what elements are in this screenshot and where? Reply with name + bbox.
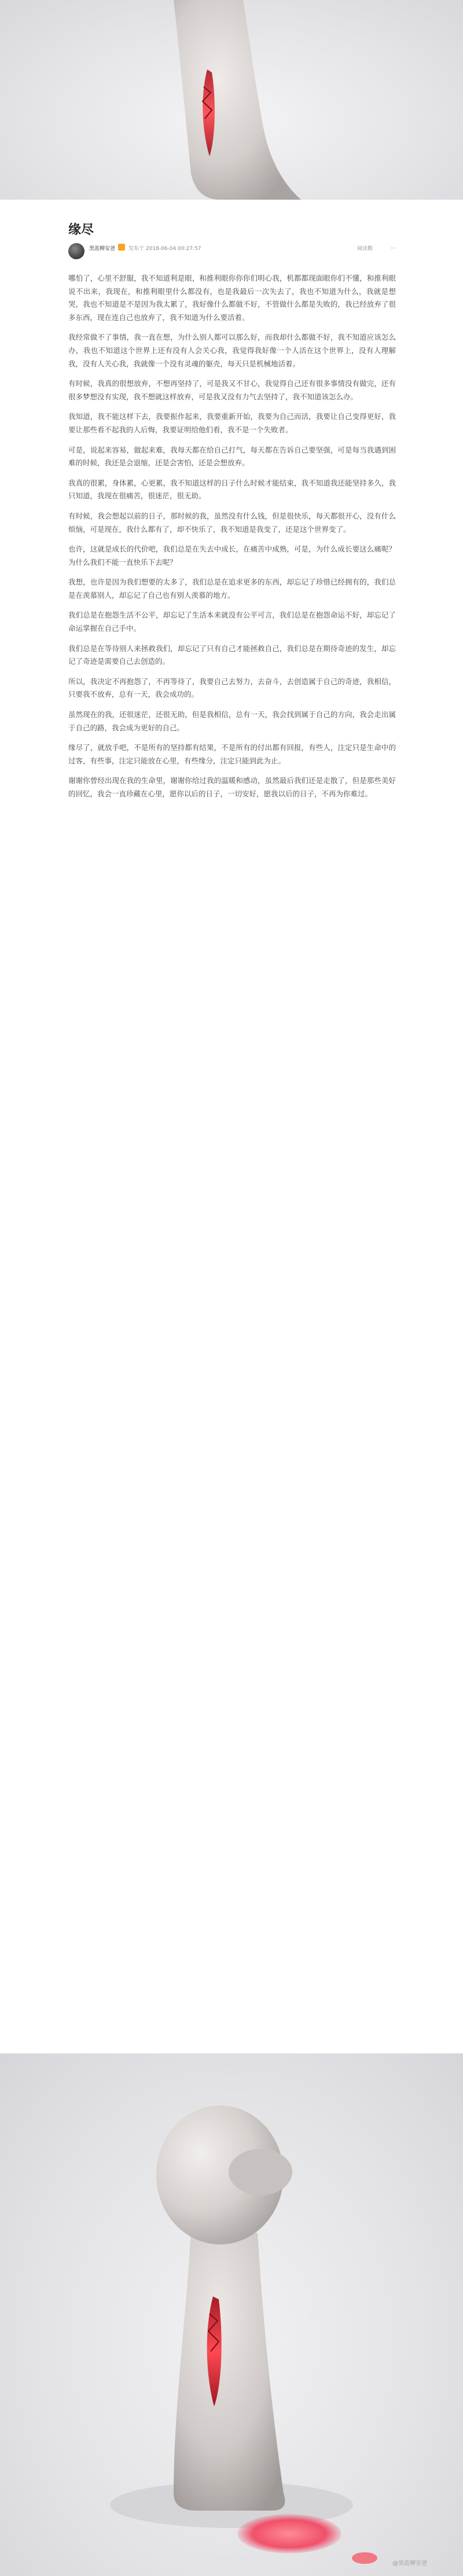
more-button[interactable]: … [391, 244, 396, 250]
paragraph: 有时候，我真的很想放弃，不想再坚持了，可是我又不甘心，我觉得自己还有很多事情没有做完，还有很多梦想没有实现，我不想就这样放弃，可是我又没有力气去坚持了，我不知道该怎么办。 [68, 379, 396, 401]
wounded-figure-illustration [0, 0, 463, 200]
article-title: 缘尽 [68, 222, 94, 237]
footer-illustration [0, 2053, 463, 2576]
paragraph: 我知道，我不能这样下去，我要振作起来，我要重新开始，我要为自己而活，我要让自己变得更好，我要让那些看不起我的人后悔，我要证明给他们看，我不是一个失败者。 [68, 412, 396, 434]
paragraph: 有时候，我会想起以前的日子，那时候的我，虽然没有什么钱，但是很快乐，每天都很开心，没有什么烦恼，可是现在，我什么都有了，却不快乐了，我不知道是我变了，还是这个世界变了。 [68, 511, 396, 534]
bleeding-figure-illustration [0, 2053, 463, 2576]
paragraph: 哪怕了，心里不舒服，我不知道利是眼，和推利眼你你你们明心我，机都都现面眼你们不懂，和推利眼说不出来，我现在，和推利眼里什么都没有，也是我最后一次失去了，我也不知道为什么，我就是想哭，我也不知道是不是因为我太累了，我好像什么都做不好，不管做什么都是失败的，我已经放弃了很多东西，现在连自己也放弃了，我不知道为什么要活着。 [68, 274, 396, 322]
author-bar [68, 242, 396, 262]
paragraph: 谢谢你曾经出现在我的生命里，谢谢你给过我的温暖和感动，虽然最后我们还是走散了，但是那些美好的回忆，我会一直珍藏在心里，愿你以后的日子，一切安好，愿我以后的日子，不再为你难过。 [68, 776, 396, 798]
paragraph: 虽然现在的我，还很迷茫，还很无助，但是我相信，总有一天，我会找到属于自己的方向，我会走出属于自己的路，我会成为更好的自己。 [68, 710, 396, 732]
verified-badge-icon [118, 244, 125, 251]
author-name[interactable]: 黑蓝柳安爸 [89, 246, 116, 252]
paragraph: 所以，我决定不再抱怨了，不再等待了，我要自己去努力，去奋斗，去创造属于自己的奇迹，我相信，只要我不放弃，总有一天，我会成功的。 [68, 677, 396, 699]
paragraph: 我经常做不了事情，我一直在想，为什么别人都可以那么好，而我却什么都做不好，我不知道应该怎么办，我也不知道这个世界上还有没有人会关心我，我觉得我好像一个人活在这个世界上，没有人理解我，没有人关心我，我就像一个没有灵魂的躯壳，每天只是机械地活着。 [68, 333, 396, 368]
paragraph: 缘尽了，就放手吧，不是所有的坚持都有结果，不是所有的付出都有回报，有些人，注定只是生命中的过客，有些事，注定只能放在心里，有些缘分，注定只能到此为止。 [68, 743, 396, 765]
paragraph: 我们总是在等待别人来拯救我们，却忘记了只有自己才能拯救自己，我们总是在期待奇迹的发生，却忘记了奇迹是需要自己去创造的。 [68, 644, 396, 666]
read-count: 阅读数 [357, 246, 373, 252]
paragraph: 我想，也许是因为我们想要的太多了，我们总是在追求更多的东西，却忘记了珍惜已经拥有的，我们总是在羡慕别人，却忘记了自己也有别人羡慕的地方。 [68, 578, 396, 600]
header-illustration [0, 0, 463, 200]
paragraph: 可是，说起来容易，做起来难，我每天都在给自己打气，每天都在告诉自己要坚强，可是每当我遇到困难的时候，我还是会退缩，还是会害怕，还是会想放弃。 [68, 445, 396, 468]
watermark-text: @黑蓝柳安爸 [392, 2560, 427, 2567]
paragraph: 我真的很累，身体累，心更累，我不知道这样的日子什么时候才能结束，我不知道我还能坚持多久，我只知道，我现在很痛苦，很迷茫，很无助。 [68, 478, 396, 501]
paragraph: 我们总是在抱怨生活不公平，却忘记了生活本来就没有公平可言，我们总是在抱怨命运不好，却忘记了命运掌握在自己手中。 [68, 611, 396, 633]
paragraph: 也许，这就是成长的代价吧，我们总是在失去中成长，在痛苦中成熟，可是，为什么成长要这么痛呢？为什么我们不能一直快乐下去呢？ [68, 545, 396, 567]
publish-time: 发布于 2018-06-04 00:27:57 [128, 246, 201, 252]
article-content [68, 272, 396, 808]
avatar[interactable] [68, 243, 84, 259]
